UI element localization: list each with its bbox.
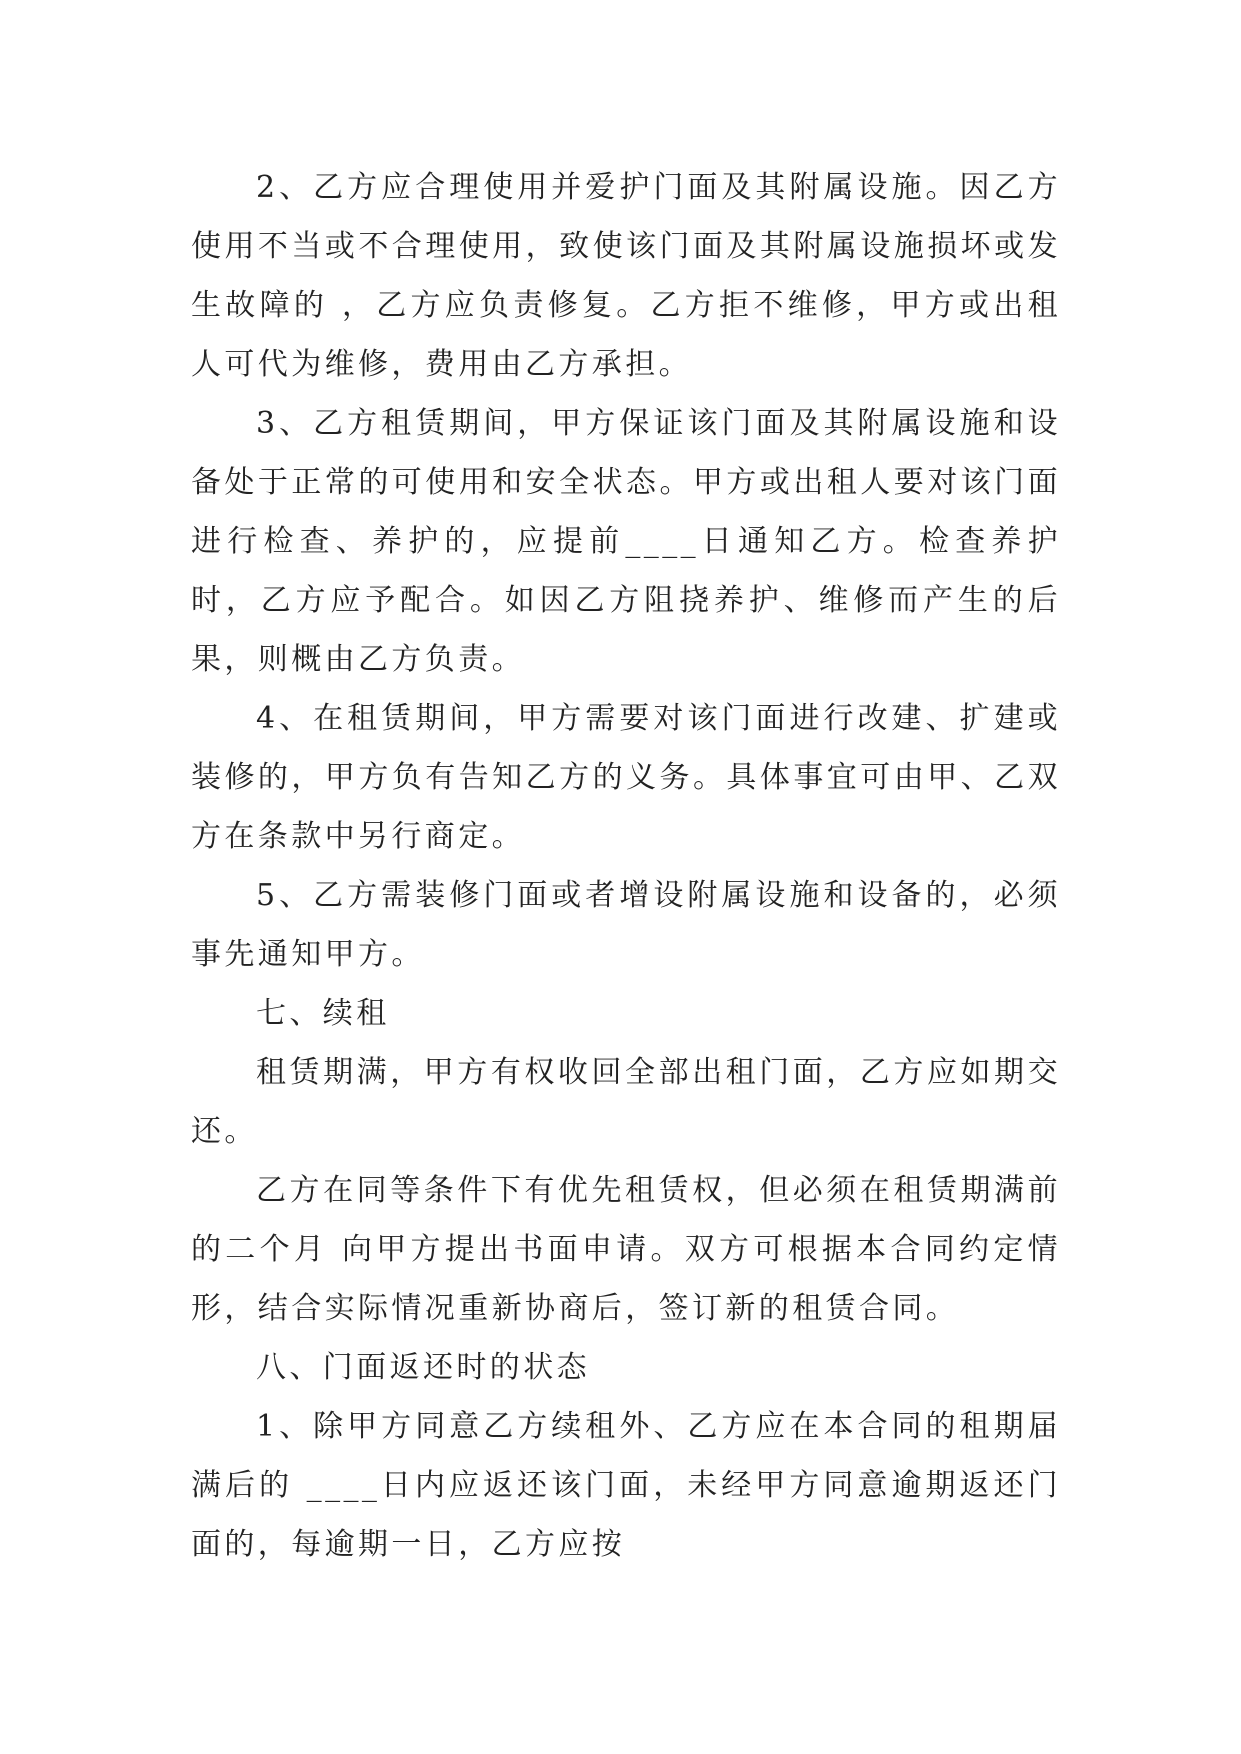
renewal-paragraph-1: 租赁期满，甲方有权收回全部出租门面，乙方应如期交还。 [191, 1055, 1061, 1149]
document-body [191, 158, 1061, 1574]
clause-3-inspection: 3、乙方租赁期间，甲方保证该门面及其附属设施和设备处于正常的可使用和安全状态。甲方或出租人要对该门面进行检查、养护的，应提前____日通知乙方。检查养护时，乙方应予配合。如因乙方阻挠养护、维修而产生的后果，则概由乙方负责。 [191, 406, 1061, 677]
renewal-paragraph-2: 乙方在同等条件下有优先租赁权，但必须在租赁期满前的二个月 向甲方提出书面申请。双方可根据本合同约定情形，结合实际情况重新协商后，签订新的租赁合同。 [191, 1173, 1061, 1326]
return-clause-1: 1、除甲方同意乙方续租外、乙方应在本合同的租期届满后的 ____日内应返还该门面，未经甲方同意逾期返还门面的，每逾期一日，乙方应按 [191, 1409, 1061, 1562]
clause-2-maintenance: 2、乙方应合理使用并爱护门面及其附属设施。因乙方使用不当或不合理使用，致使该门面及其附属设施损坏或发生故障的 ，乙方应负责修复。乙方拒不维修，甲方或出租人可代为维修，费用由乙方承担。 [191, 170, 1061, 382]
section-8-heading: 八、门面返还时的状态 [256, 1350, 590, 1385]
clause-4-renovation: 4、在租赁期间，甲方需要对该门面进行改建、扩建或装修的，甲方负有告知乙方的义务。具体事宜可由甲、乙双方在条款中另行商定。 [191, 701, 1061, 854]
section-7-heading: 七、续租 [256, 996, 390, 1031]
clause-5-decoration: 5、乙方需装修门面或者增设附属设施和设备的，必须事先通知甲方。 [191, 878, 1061, 972]
